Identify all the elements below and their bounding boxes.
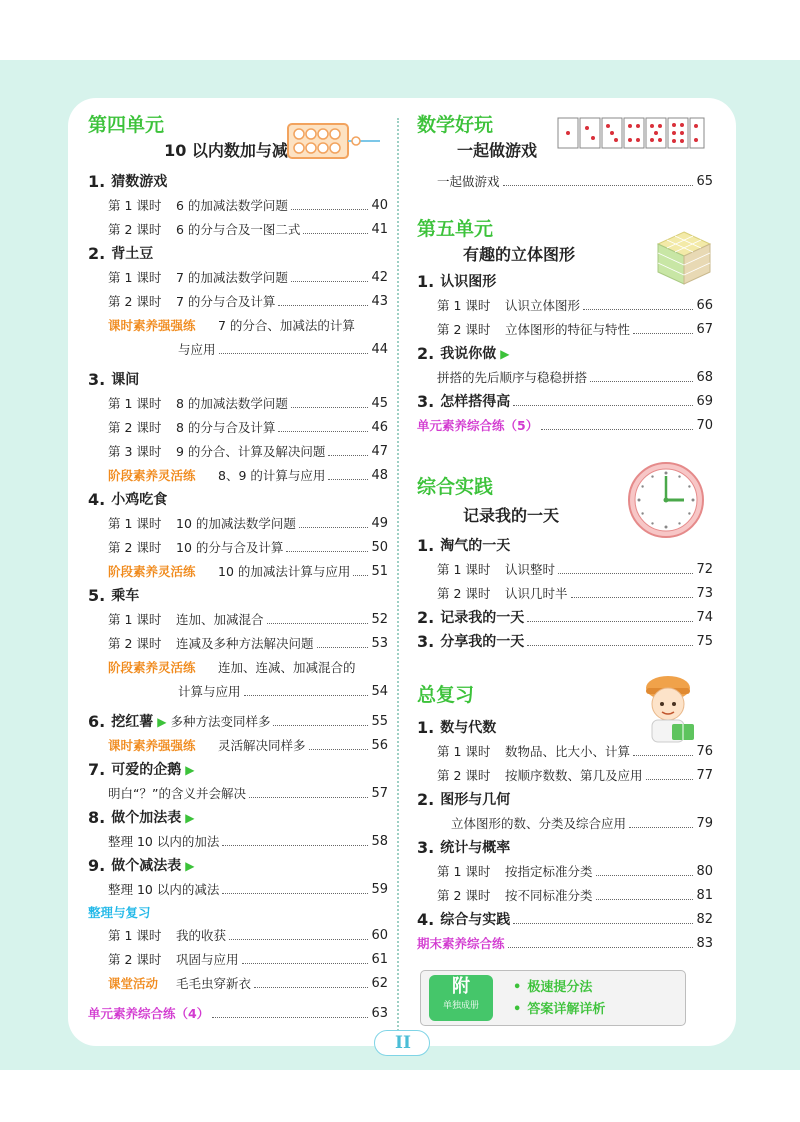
section-entry[interactable]: 3. 怎样搭得高 69 — [417, 392, 713, 411]
section-heading[interactable]: 2. 我说你做 ▶ — [417, 344, 510, 363]
left-column — [88, 112, 388, 1026]
fun-title: 数学好玩 — [417, 114, 494, 136]
practice-title: 综合实践 — [417, 476, 494, 498]
toc-entry[interactable]: 课堂活动 毛毛虫穿新衣 62 — [108, 976, 388, 991]
toc-entry[interactable]: 第 1 课时 8 的加减法数学问题 45 — [108, 396, 388, 411]
unit-summary-entry[interactable]: 单元素养综合练（4） 63 — [88, 1006, 388, 1021]
toc-entry[interactable]: 第 1 课时 认识立体图形 66 — [437, 298, 713, 313]
review-heading[interactable]: 整理与复习 — [88, 905, 151, 920]
toc-entry[interactable]: 第 1 课时 连加、加减混合 52 — [108, 612, 388, 627]
practice-subtitle: 记录我的一天 — [463, 506, 560, 525]
toc-entry[interactable]: 阶段素养灵活练 8、9 的计算与应用 48 — [108, 468, 388, 483]
section-entry[interactable]: 3. 分享我的一天 75 — [417, 632, 713, 651]
section-heading[interactable]: 1. 淘气的一天 — [417, 536, 511, 555]
toc-entry[interactable]: 第 2 课时 立体图形的特征与特性 67 — [437, 322, 713, 337]
toc-entry[interactable]: 第 1 课时 数物品、比大小、计算 76 — [437, 744, 713, 759]
toc-entry[interactable]: 第 2 课时 7 的分与合及计算 43 — [108, 294, 388, 309]
section-heading[interactable]: 9. 做个减法表 ▶ — [88, 856, 195, 875]
toc-entry[interactable]: 课时素养强强练 灵活解决同样多 56 — [108, 738, 388, 753]
section-heading[interactable]: 4. 小鸡吃食 — [88, 490, 168, 509]
toc-entry[interactable]: 第 1 课时 按指定标准分类 80 — [437, 864, 713, 879]
appendix-items — [513, 977, 605, 1021]
toc-entry[interactable]: 第 2 课时 6 的分与合及一图二式 41 — [108, 222, 388, 237]
section-heading[interactable]: 8. 做个加法表 ▶ — [88, 808, 195, 827]
toc-entry[interactable]: 第 2 课时 按顺序数数、第几及应用 77 — [437, 768, 713, 783]
unit5-title: 第五单元 — [417, 218, 494, 240]
cube-illustration — [654, 228, 714, 288]
toc-entry[interactable]: 第 3 课时 9 的分合、计算及解决问题 47 — [108, 444, 388, 459]
section-heading[interactable]: 3. 课间 — [88, 370, 140, 389]
toc-entry[interactable]: 一起做游戏 65 — [437, 174, 713, 189]
section-entry[interactable]: 4. 综合与实践 82 — [417, 910, 713, 929]
toc-entry[interactable]: 第 2 课时 认识几时半 73 — [437, 586, 713, 601]
toc-entry[interactable]: 第 1 课时 我的收获 60 — [108, 928, 388, 943]
section-heading[interactable]: 5. 乘车 — [88, 586, 140, 605]
page-number: II — [395, 1033, 411, 1053]
play-arrow-icon: ▶ — [185, 763, 195, 777]
playing-cards-illustration — [556, 116, 706, 152]
toc-entry[interactable]: 明白“？”的含义并会解决 57 — [108, 786, 388, 801]
toc-entry[interactable]: 第 1 课时 7 的加减法数学问题 42 — [108, 270, 388, 285]
unit4-subtitle: 10 以内数加与减 — [164, 141, 288, 160]
bullet-icon: • — [513, 1002, 522, 1017]
toc-entry[interactable]: 第 1 课时 认识整时 72 — [437, 562, 713, 577]
play-arrow-icon: ▶ — [185, 859, 195, 873]
toc-entry[interactable]: 第 2 课时 10 的分与合及计算 50 — [108, 540, 388, 555]
clock-illustration — [626, 460, 706, 540]
section-heading[interactable]: 1. 数与代数 — [417, 718, 497, 737]
section-heading[interactable]: 1. 猜数游戏 — [88, 172, 168, 191]
toc-entry[interactable]: 阶段素养灵活练 连加、连减、加减混合的 — [108, 660, 356, 675]
review-title: 总复习 — [417, 684, 475, 706]
toc-entry[interactable]: 阶段素养灵活练 10 的加减法计算与应用 51 — [108, 564, 388, 579]
toc-entry[interactable]: 立体图形的数、分类及综合应用 79 — [451, 816, 713, 831]
appendix-item[interactable]: • 答案详解详析 — [513, 1002, 606, 1017]
toc-entry[interactable]: 课时素养强强练 7 的分合、加减法的计算 — [108, 318, 355, 333]
unit5-subtitle: 有趣的立体图形 — [463, 245, 576, 264]
bullet-icon: • — [513, 980, 522, 995]
play-arrow-icon: ▶ — [157, 715, 167, 729]
final-summary-entry[interactable]: 期末素养综合练 83 — [417, 936, 713, 951]
section-entry[interactable]: 2. 记录我的一天 74 — [417, 608, 713, 627]
toc-entry[interactable]: 拼搭的先后顺序与稳稳拼搭 68 — [437, 370, 713, 385]
appendix-item[interactable]: • 极速提分法 — [513, 980, 593, 995]
boy-reading-illustration — [632, 672, 702, 748]
section-heading[interactable]: 2. 背土豆 — [88, 244, 154, 263]
section-heading[interactable]: 2. 图形与几何 — [417, 790, 511, 809]
toc-entry[interactable]: 第 1 课时 10 的加减法数学问题 49 — [108, 516, 388, 531]
toc-entry-continued[interactable]: 计算与应用 54 — [178, 684, 388, 699]
column-divider — [397, 118, 399, 1038]
toc-entry[interactable]: 第 2 课时 巩固与应用 61 — [108, 952, 388, 967]
section-heading[interactable]: 1. 认识图形 — [417, 272, 497, 291]
play-arrow-icon: ▶ — [500, 347, 510, 361]
unit-summary-entry[interactable]: 单元素养综合练（5） 70 — [417, 418, 713, 433]
appendix-box — [420, 970, 686, 1026]
fun-subtitle: 一起做游戏 — [457, 141, 538, 160]
play-arrow-icon: ▶ — [185, 811, 195, 825]
appendix-badge: 附 单独成册 — [429, 975, 493, 1021]
toc-entry[interactable]: 第 2 课时 连减及多种方法解决问题 53 — [108, 636, 388, 651]
toc-entry[interactable]: 第 2 课时 8 的分与合及计算 46 — [108, 420, 388, 435]
section-heading[interactable]: 7. 可爱的企鹅 ▶ — [88, 760, 195, 779]
toc-entry[interactable]: 第 2 课时 按不同标准分类 81 — [437, 888, 713, 903]
toc-entry-section[interactable]: 6. 挖红薯 ▶ 多种方法变同样多 55 — [88, 712, 388, 731]
unit4-title: 第四单元 — [88, 114, 165, 136]
toc-entry-continued[interactable]: 与应用 44 — [178, 342, 388, 357]
toc-entry[interactable]: 第 1 课时 6 的加减法数学问题 40 — [108, 198, 388, 213]
section-heading[interactable]: 3. 统计与概率 — [417, 838, 511, 857]
ten-frame-illustration — [284, 116, 384, 162]
toc-entry[interactable]: 整理 10 以内的加法 58 — [108, 834, 388, 849]
toc-entry[interactable]: 整理 10 以内的减法 59 — [108, 882, 388, 897]
